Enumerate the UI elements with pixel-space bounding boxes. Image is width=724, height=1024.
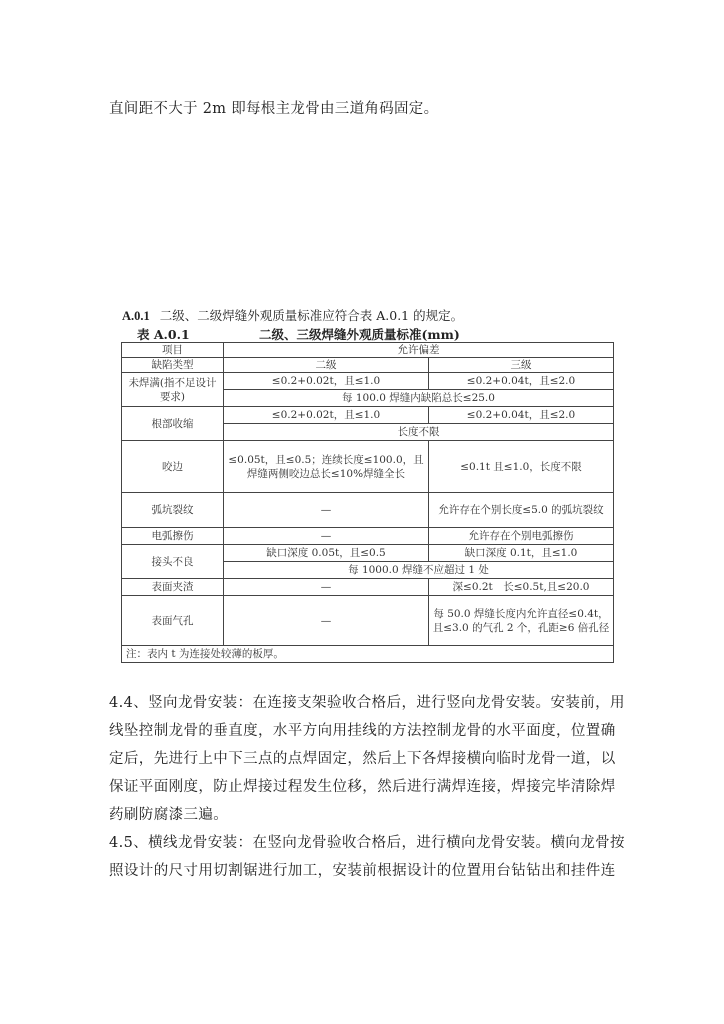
clause-number: A.0.1 (122, 309, 150, 323)
table-caption (137, 325, 475, 343)
cell-r6-g2: 缺口深度 0.05t，且≤0.5 (224, 545, 429, 562)
cell-r6-g3: 缺口深度 0.1t，且≤1.0 (429, 545, 614, 562)
top-paragraph-line: 直间距不大于 2m 即每根主龙骨由三道角码固定。 (109, 101, 439, 117)
cell-r7-g3: 深≤0.2t 长≤0.5t,且≤20.0 (429, 579, 614, 596)
row-name-r6: 接头不良 (122, 545, 224, 579)
clause-a01 (122, 306, 463, 324)
cell-r1-g3: ≤0.2+0.04t，且≤2.0 (429, 373, 614, 390)
cell-r5-g3: 允许存在个别电弧擦伤 (429, 528, 614, 545)
row-name-r5: 电弧擦伤 (122, 528, 224, 545)
header-item: 项目 (122, 343, 224, 358)
cell-r8-g3: 每 50.0 焊缝长度内允许直径≤0.4t，且≤3.0 的气孔 2 个，孔距≥6 倍孔径 (429, 596, 614, 646)
cell-r2-span: 长度不限 (224, 424, 614, 441)
header-defect: 缺陷类型 (122, 358, 224, 373)
header-grade2: 二级 (224, 358, 429, 373)
table-note: 注：表内 t 为连接处较薄的板厚。 (122, 646, 614, 663)
cell-r2-g2: ≤0.2+0.02t，且≤1.0 (224, 407, 429, 424)
row-name-r7: 表面夹渣 (122, 579, 224, 596)
cell-r1-span: 每 100.0 焊缝内缺陷总长≤25.0 (224, 390, 614, 407)
table-number: 表 A.0.1 (137, 327, 190, 342)
cell-r1-g2: ≤0.2+0.02t，且≤1.0 (224, 373, 429, 390)
header-grade3: 三级 (429, 358, 614, 373)
cell-r7-g2: — (224, 579, 429, 596)
cell-r3-g2: ≤0.05t，且≤0.5；连续长度≤100.0，且焊缝两侧咬边总长≤10%焊缝全长 (224, 441, 429, 493)
cell-r4-g2: — (224, 493, 429, 528)
table-title: 二级、三级焊缝外观质量标准(mm) (259, 327, 460, 342)
cell-r3-g3: ≤0.1t 且≤1.0，长度不限 (429, 441, 614, 493)
cell-r4-g3: 允许存在个别长度≤5.0 的弧坑裂纹 (429, 493, 614, 528)
cell-r2-g3: ≤0.2+0.04t，且≤2.0 (429, 407, 614, 424)
header-allow: 允许偏差 (224, 343, 614, 358)
cell-r8-g2: — (224, 596, 429, 646)
clause-text: 二级、二级焊缝外观质量标准应符合表 A.0.1 的规定。 (159, 308, 464, 323)
weld-quality-table (121, 342, 614, 663)
paragraph-4-4: 4.4、竖向龙骨安装：在连接支架验收合格后，进行竖向龙骨安装。安装前，用线坠控制龙骨的垂直度，水平方向用挂线的方法控制龙骨的水平面度，位置确定后，先进行上中下三点的点焊固定，然后上下各焊接横向临时龙骨一道，以保证平面刚度，防止焊接过程发生位移，然后进行满焊连接，焊接完毕清除焊药刷防腐漆三遍。 (109, 695, 625, 823)
paragraph-4-5: 4.5、横线龙骨安装：在竖向龙骨验收合格后，进行横向龙骨安装。横向龙骨按照设计的尺寸用切割锯进行加工，安装前根据设计的位置用台钻钻出和挂件连 (109, 835, 625, 879)
row-name-r2: 根部收缩 (122, 407, 224, 441)
cell-r6-span: 每 1000.0 焊缝不应超过 1 处 (224, 562, 614, 579)
row-name-r3: 咬边 (122, 441, 224, 493)
row-name-r8: 表面气孔 (122, 596, 224, 646)
row-name-r4: 弧坑裂纹 (122, 493, 224, 528)
cell-r5-g2: — (224, 528, 429, 545)
row-name-r1: 未焊满(指不足设计要求) (122, 373, 224, 407)
